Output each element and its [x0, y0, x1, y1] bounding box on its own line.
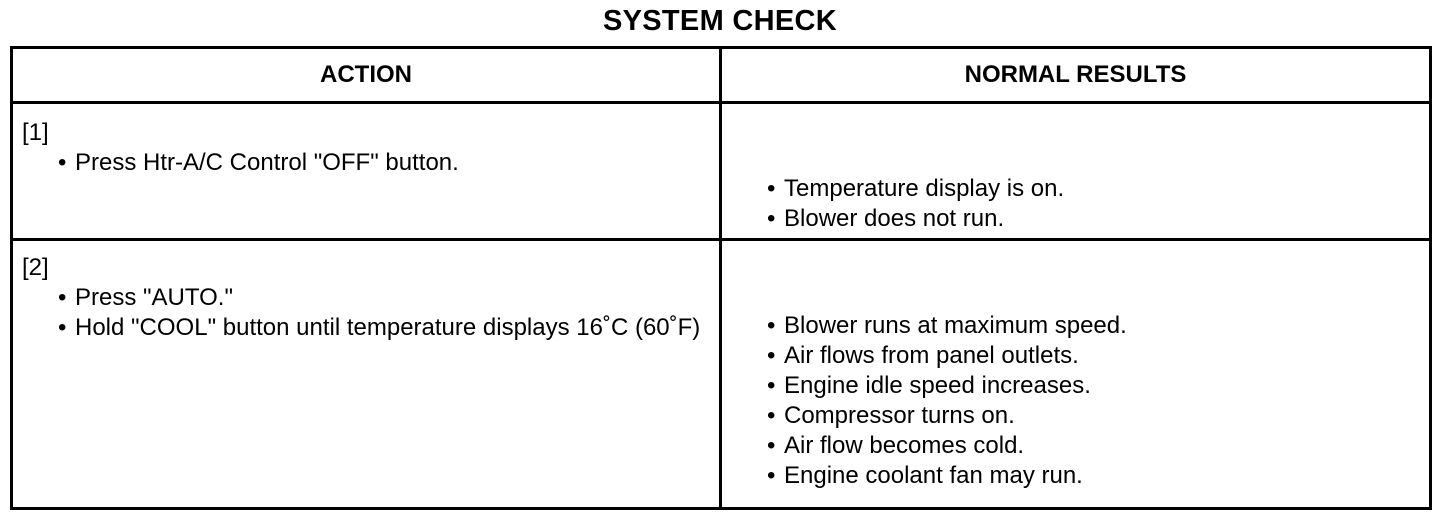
list-item: • Temperature display is on. [767, 174, 1429, 204]
list-item: • Press Htr-A/C Control "OFF" button. [58, 148, 711, 178]
list-item: • Compressor turns on. [767, 401, 1429, 431]
result-list [722, 174, 1429, 234]
action-list [13, 283, 719, 343]
table-header-row [12, 48, 1431, 103]
action-cell [12, 239, 721, 508]
step-number: [1] [22, 119, 49, 147]
page-title: SYSTEM CHECK [602, 5, 837, 37]
result-list [722, 311, 1429, 491]
result-cell [721, 239, 1431, 508]
list-item: • Blower does not run. [767, 204, 1429, 234]
column-header-normal-results: NORMAL RESULTS [721, 48, 1431, 103]
list-item: • Air flows from panel outlets. [767, 341, 1429, 371]
system-check-table [10, 46, 1432, 510]
table-row [12, 239, 1431, 508]
result-cell [721, 103, 1431, 240]
list-item: • Engine coolant fan may run. [767, 461, 1429, 491]
list-item: • Press "AUTO." [58, 283, 711, 313]
list-item: • Blower runs at maximum speed. [767, 311, 1429, 341]
table-row [12, 103, 1431, 240]
step-number: [2] [22, 253, 49, 281]
list-item: • Engine idle speed increases. [767, 371, 1429, 401]
list-item: • Hold "COOL" button until temperature displays 16˚C (60˚F) [58, 313, 711, 343]
action-list [13, 148, 719, 178]
list-item: • Air flow becomes cold. [767, 431, 1429, 461]
column-header-action: ACTION [12, 48, 721, 103]
action-cell [12, 103, 721, 240]
